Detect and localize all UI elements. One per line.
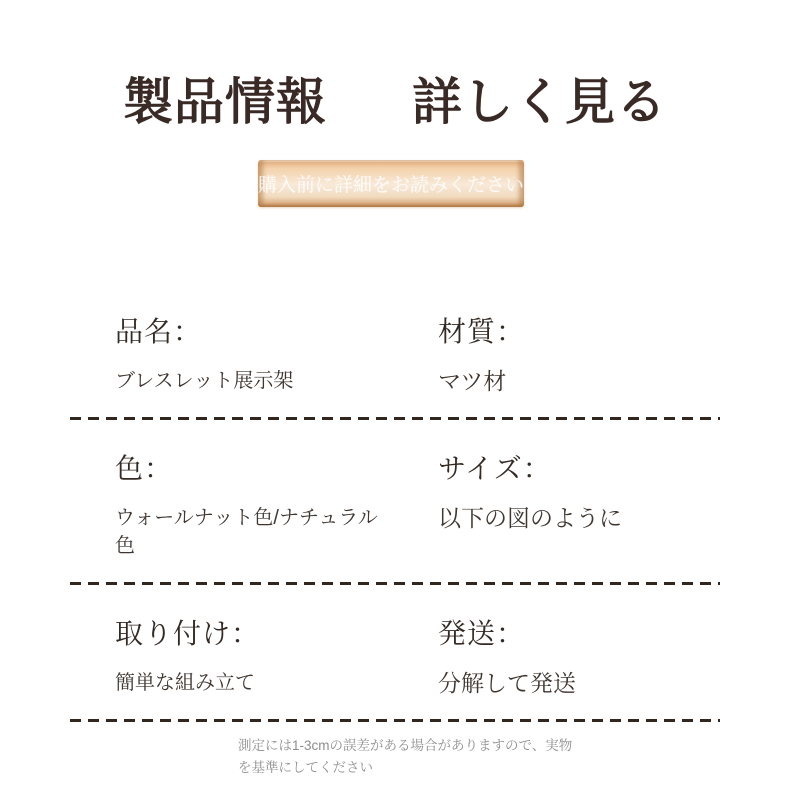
spec-row-1 — [70, 283, 720, 417]
page-title-left: 製品情報 — [123, 74, 327, 130]
spec-value: ブレスレット展示架 — [115, 370, 294, 392]
spec-value: マツ材 — [438, 368, 507, 394]
spec-item-shipping — [395, 615, 720, 697]
page-title-right: 詳しく見る — [412, 74, 667, 130]
spec-row-2 — [70, 420, 720, 582]
spec-item-name — [70, 313, 395, 395]
notice-banner — [258, 160, 524, 207]
measurement-disclaimer: 測定には1-3cmの誤差がある場合がありますので、実物を基準にしてください — [238, 738, 573, 775]
dashed-divider — [70, 719, 720, 722]
spec-item-installation — [70, 615, 395, 697]
page-title — [0, 62, 790, 134]
spec-item-material — [395, 313, 720, 395]
notice-banner-text: 購入前に詳細をお読みください — [258, 175, 525, 196]
spec-label: 取り付け： — [115, 618, 261, 649]
spec-item-size — [395, 450, 720, 560]
spec-value: 以下の図のように — [438, 505, 622, 531]
spec-table — [70, 283, 720, 722]
spec-label: 品名： — [115, 316, 203, 347]
spec-label: 色： — [115, 453, 174, 484]
spec-label: 材質： — [438, 316, 526, 347]
spec-value: 簡単な組み立て — [115, 672, 255, 694]
spec-label: サイズ： — [438, 453, 552, 484]
spec-value: ウォールナット色/ナチュラル色 — [115, 507, 378, 557]
spec-item-color — [70, 450, 395, 560]
spec-label: 発送： — [438, 618, 526, 649]
spec-row-3 — [70, 585, 720, 719]
spec-value: 分解して発送 — [438, 670, 576, 696]
